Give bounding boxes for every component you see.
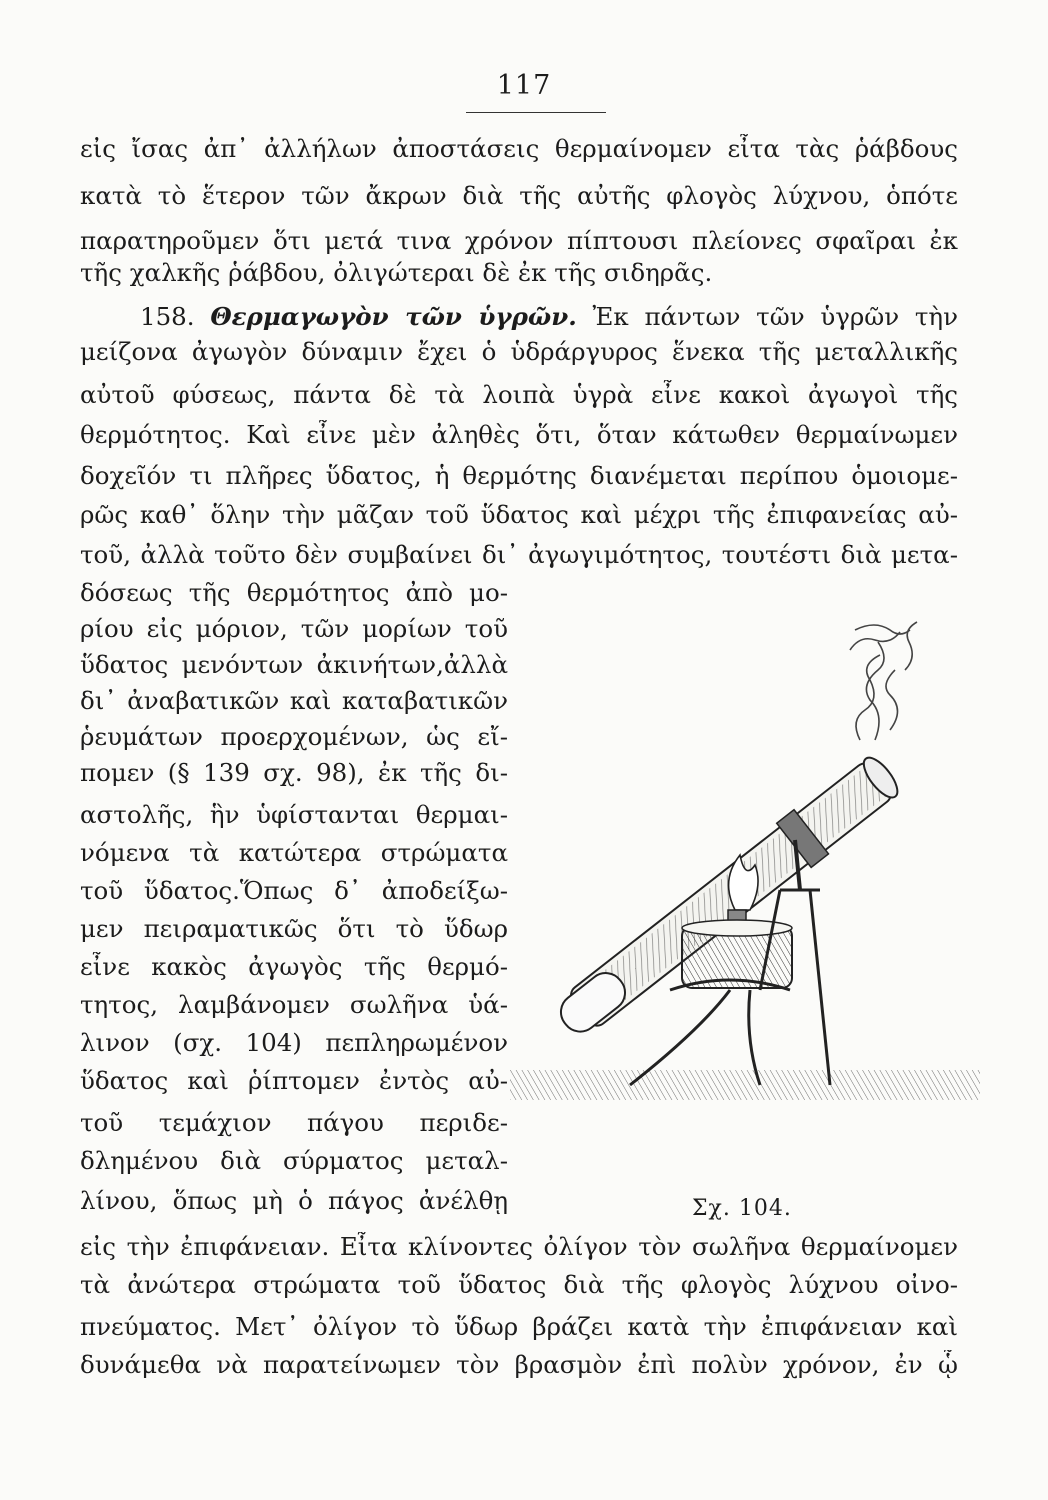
text-line: αστολῆς, ἣν ὑφίστανται θερμαι- xyxy=(80,800,508,829)
text-line: λίνου, ὅπως μὴ ὁ πάγος ἀνέλθῃ xyxy=(80,1186,508,1215)
text-line: πομεν (§ 139 σχ. 98), ἐκ τῆς δι- xyxy=(80,758,508,787)
text-line: εἰς τὴν ἐπιφάνειαν. Εἶτα κλίνοντες ὀλίγον τὸν σωλῆνα θερμαίνομεν xyxy=(80,1232,958,1261)
text-line: δόσεως τῆς θερμότητος ἀπὸ μο- xyxy=(80,578,508,607)
section-first-line-text: Ἐκ πάντων τῶν ὑγρῶν τὴν xyxy=(592,302,958,331)
text-line: τὰ ἀνώτερα στρώματα τοῦ ὕδατος διὰ τῆς φλογὸς λύχνου οἰνο- xyxy=(80,1270,958,1299)
text-line: ὕδατος καὶ ῥίπτομεν ἐντὸς αὐ- xyxy=(80,1066,508,1095)
text-line: μεν πειραματικῶς ὅτι τὸ ὕδωρ xyxy=(80,914,508,943)
glass-tube xyxy=(548,749,906,1046)
text-line: ὕδατος μενόντων ἀκινήτων,ἀλλὰ xyxy=(80,650,508,679)
figure-illustration xyxy=(510,590,980,1150)
text-line: λινον (σχ. 104) πεπληρωμένον xyxy=(80,1028,508,1057)
text-line: αὐτοῦ φύσεως, πάντα δὲ τὰ λοιπὰ ὑγρὰ εἶνε κακοὶ ἀγωγοὶ τῆς xyxy=(80,380,958,409)
text-line: εἰς ἴσας ἀπ᾽ ἀλλήλων ἀποστάσεις θερμαίνομεν εἶτα τὰς ῥάβδους xyxy=(80,134,958,163)
text-line: μείζονα ἀγωγὸν δύναμιν ἔχει ὁ ὑδράργυρος ἕνεκα τῆς μεταλλικῆς xyxy=(80,337,958,366)
text-line: δλημένου διὰ σύρματος μεταλ- xyxy=(80,1146,508,1175)
text-line: εἶνε κακὸς ἀγωγὸς τῆς θερμό- xyxy=(80,952,508,981)
text-line: τητος, λαμβάνομεν σωλῆνα ὑά- xyxy=(80,990,508,1019)
text-line: δι᾽ ἀναβατικῶν καὶ καταβατικῶν xyxy=(80,686,508,715)
text-line: ρῶς καθ᾽ ὅλην τὴν μᾶζαν τοῦ ὕδατος καὶ μέχρι τῆς ἐπιφανείας αὐ- xyxy=(80,500,958,529)
section-title: Θερμαγωγὸν τῶν ὑγρῶν. xyxy=(210,302,577,331)
figure-caption: Σχ. 104. xyxy=(692,1196,792,1221)
text-line: τοῦ, ἀλλὰ τοῦτο δὲν συμβαίνει δι᾽ ἀγωγιμότητος, τουτέστι διὰ μετα- xyxy=(80,540,958,569)
text-line: τοῦ ὕδατος.Ὅπως δ᾽ ἀποδείξω- xyxy=(80,876,508,905)
text-line: τῆς χαλκῆς ῥάβδου, ὀλιγώτεραι δὲ ἐκ τῆς σιδηρᾶς. xyxy=(80,258,713,287)
steam-puffs xyxy=(850,622,917,740)
section-number: 158. xyxy=(140,302,195,331)
text-line: ῥευμάτων προερχομένων, ὡς εἴ- xyxy=(80,722,508,751)
text-line: πνεύματος. Μετ᾽ ὀλίγον τὸ ὕδωρ βράζει κατὰ τὴν ἐπιφάνειαν καὶ xyxy=(80,1312,958,1341)
section-heading-line xyxy=(80,302,958,334)
tube-on-stand-drawing xyxy=(510,590,980,1150)
ground-shading xyxy=(510,1070,980,1100)
text-line: ρίου εἰς μόριον, τῶν μορίων τοῦ xyxy=(80,614,508,643)
text-line: δοχεῖόν τι πλῆρες ὕδατος, ἡ θερμότης διανέμεται περίπου ὁμοιομε- xyxy=(80,461,958,490)
text-line: δυνάμεθα νὰ παρατείνωμεν τὸν βρασμὸν ἐπὶ πολὺν χρόνον, ἐν ᾧ xyxy=(80,1350,958,1379)
text-line: παρατηροῦμεν ὅτι μετά τινα χρόνον πίπτουσι πλείονες σφαῖραι ἐκ xyxy=(80,226,958,255)
text-line: τοῦ τεμάχιον πάγου περιδε- xyxy=(80,1108,508,1137)
page-number-rule xyxy=(466,112,606,113)
text-line: κατὰ τὸ ἕτερον τῶν ἄκρων διὰ τῆς αὐτῆς φλογὸς λύχνου, ὁπότε xyxy=(80,181,958,210)
text-line: νόμενα τὰ κατώτερα στρώματα xyxy=(80,838,508,867)
text-line: θερμότητος. Καὶ εἶνε μὲν ἀληθὲς ὅτι, ὅταν κάτωθεν θερμαίνωμεν xyxy=(80,420,958,449)
page-number: 117 xyxy=(496,70,552,101)
